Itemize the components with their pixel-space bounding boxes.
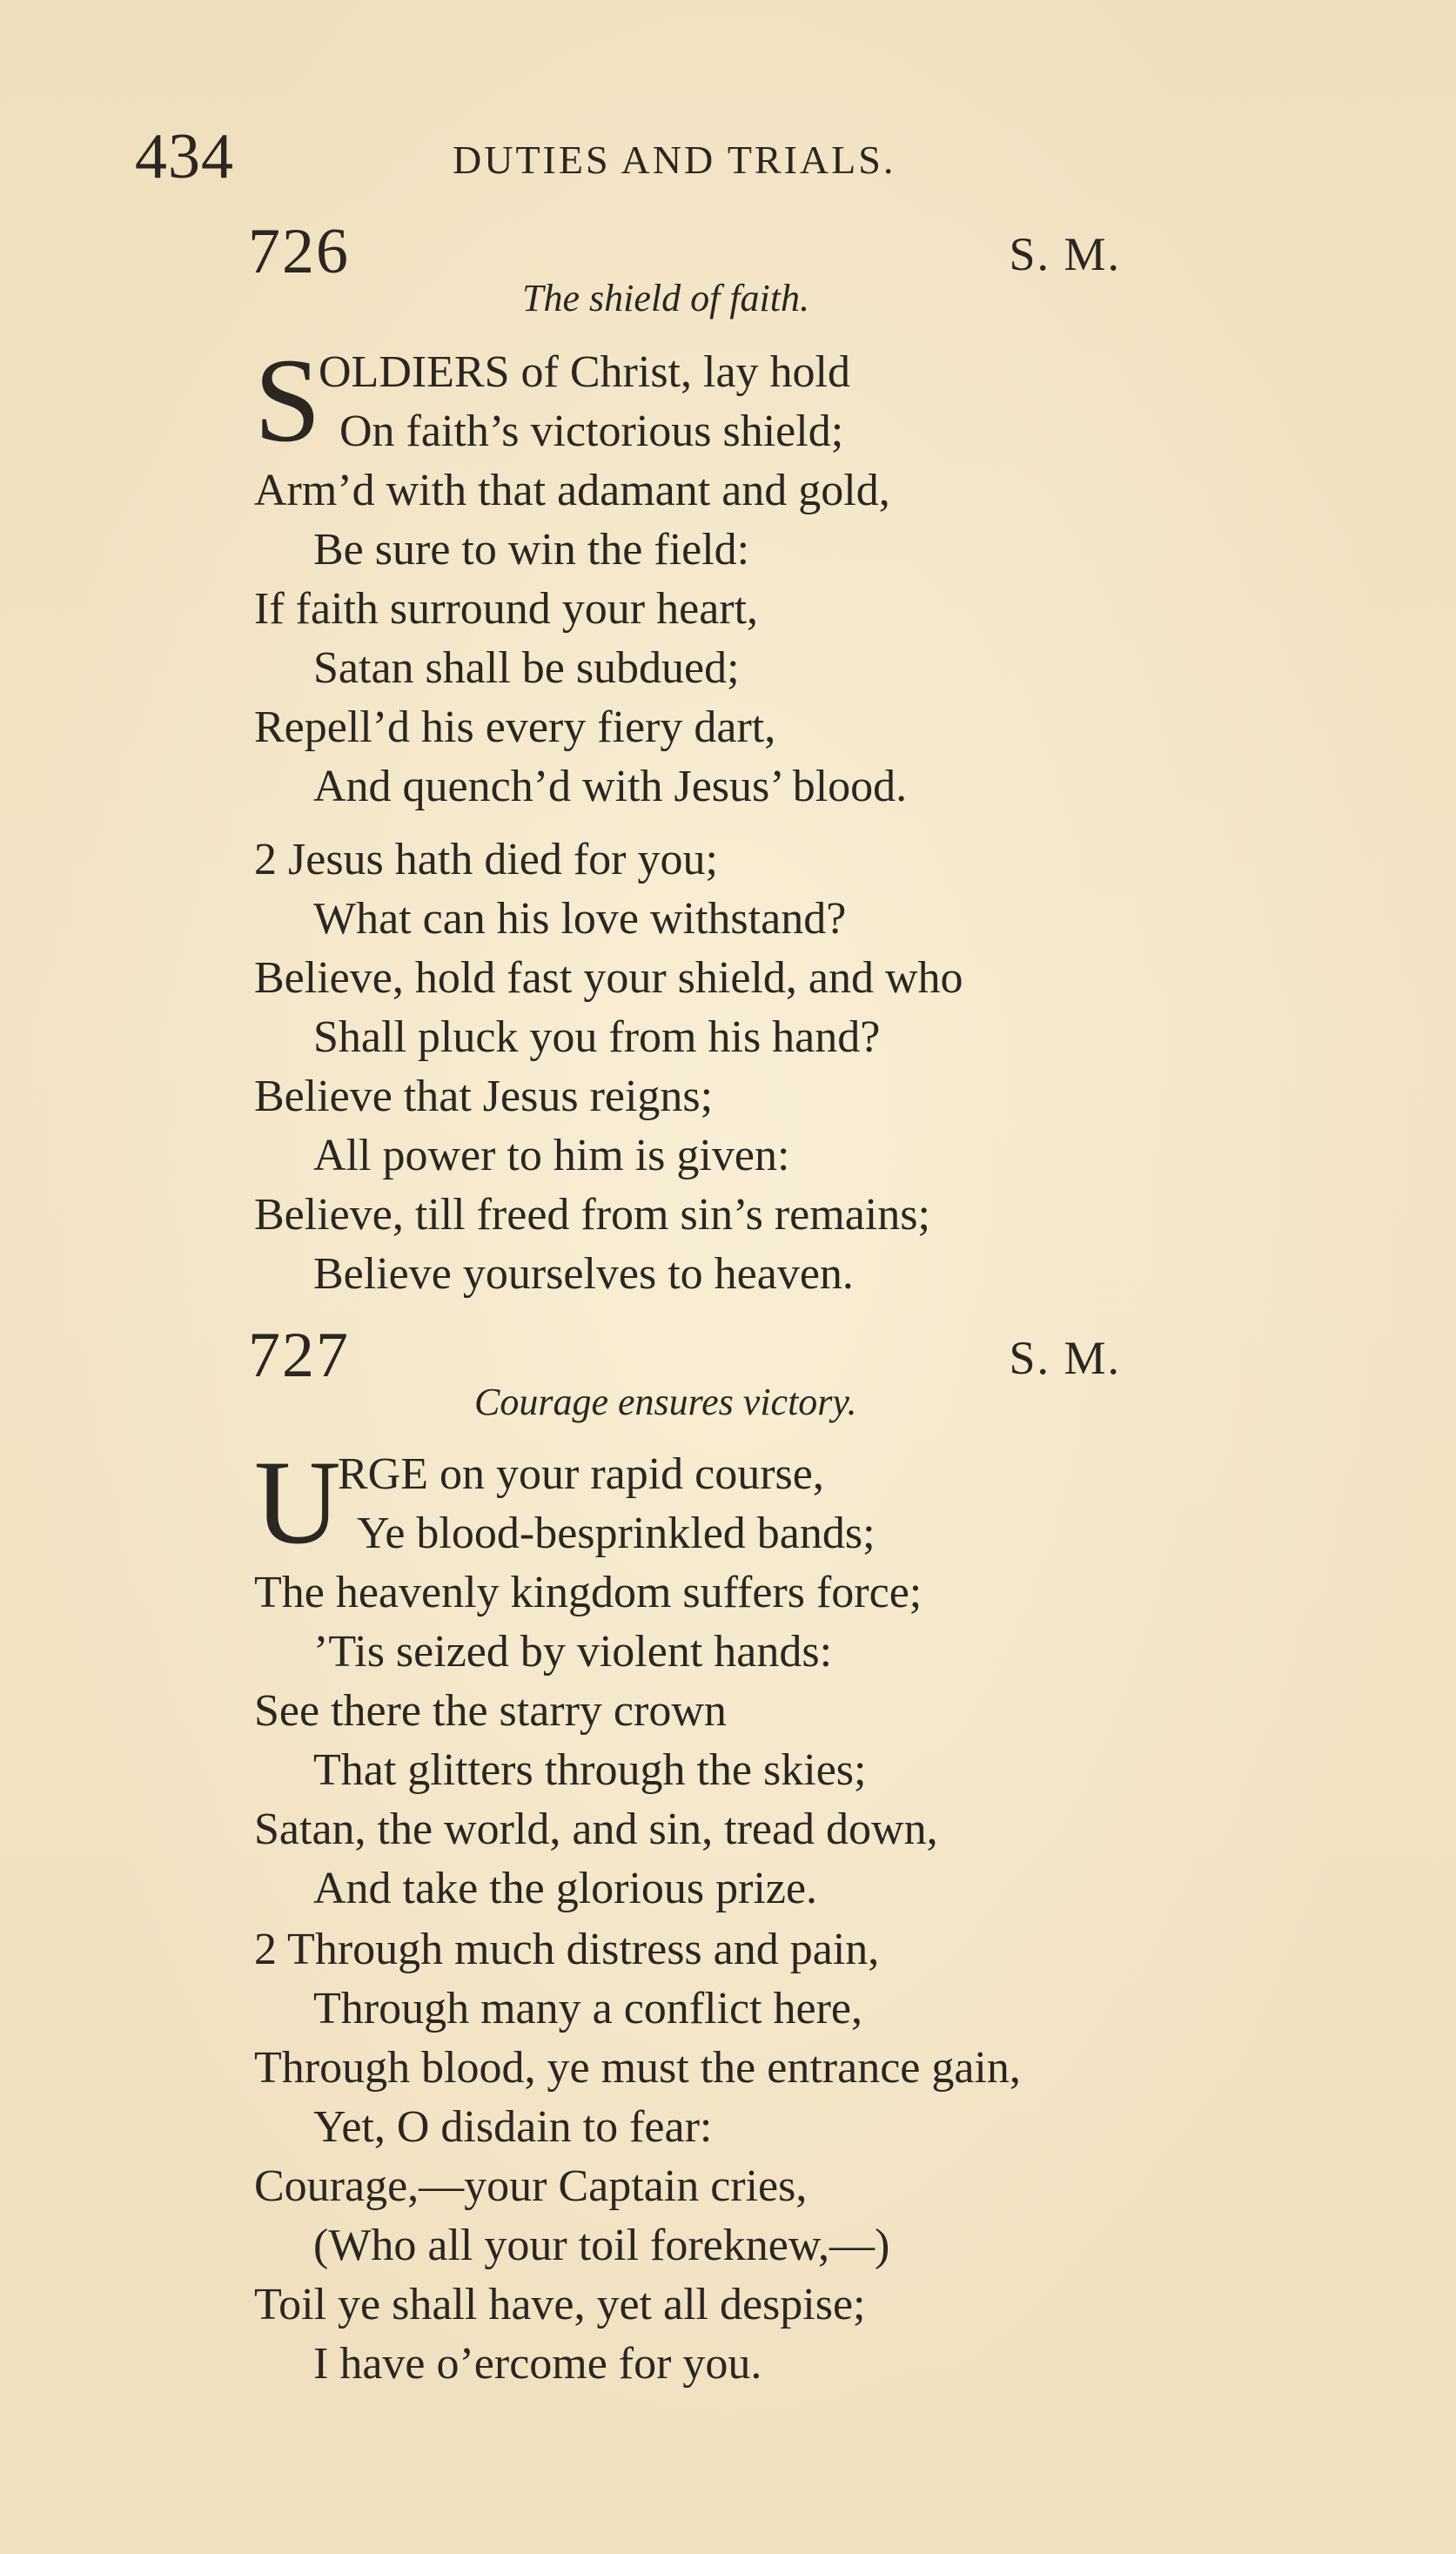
- stanza-line: I have o’ercome for you.: [313, 2339, 762, 2389]
- hymn-subtitle: Courage ensures victory.: [474, 1381, 857, 1423]
- hymn-726-heading: [248, 216, 1121, 287]
- stanza-line: Yet, O disdain to fear:: [313, 2102, 713, 2152]
- drop-cap: U: [254, 1435, 341, 1569]
- hymn-meter: S. M.: [1009, 1332, 1121, 1384]
- stanza-line: OLDIERS of Christ, lay hold: [319, 347, 850, 397]
- hymn-727-stanza-2: [254, 1920, 1281, 2394]
- stanza-line: (Who all your toil foreknew,—): [313, 2221, 890, 2270]
- stanza-opening: [254, 333, 1281, 467]
- hymn-727-stanza-1: [254, 1435, 1281, 1919]
- stanza-line: Arm’d with that adamant and gold,: [254, 466, 890, 515]
- stanza-line: Repell’d his every fiery dart,: [254, 702, 776, 752]
- stanza-line: RGE on your rapid course,: [338, 1449, 824, 1499]
- hymn-727-heading: [248, 1320, 1121, 1391]
- running-title: DUTIES AND TRIALS.: [453, 138, 896, 182]
- stanza-line: And take the glorious prize.: [313, 1864, 818, 1913]
- stanza-line: On faith’s victorious shield;: [339, 407, 844, 456]
- stanza-line: Satan shall be subdued;: [313, 643, 740, 693]
- stanza-line: ’Tis seized by violent hands:: [313, 1627, 833, 1677]
- stanza-line: Through blood, ye must the entrance gain,: [254, 2043, 1021, 2093]
- stanza-line: 2 Through much distress and pain,: [254, 1925, 880, 1974]
- hymn-meter: S. M.: [1009, 228, 1121, 280]
- running-head: [135, 122, 1005, 192]
- stanza-line: Believe, hold fast your shield, and who: [254, 953, 963, 1003]
- stanza-line: Through many a conflict here,: [313, 1984, 862, 2033]
- stanza-line: See there the starry crown: [254, 1686, 727, 1736]
- stanza-line: The heavenly kingdom suffers force;: [254, 1568, 923, 1617]
- stanza-opening: [254, 1435, 1281, 1569]
- stanza-line: Courage,—your Captain cries,: [254, 2161, 808, 2211]
- stanza-line: That glitters through the skies;: [313, 1745, 867, 1795]
- stanza-line: Toil ye shall have, yet all despise;: [254, 2280, 866, 2329]
- hymn-subtitle: The shield of faith.: [522, 277, 809, 319]
- stanza-line: Ye blood-besprinkled bands;: [357, 1509, 876, 1558]
- stanza-line: Be sure to win the field:: [313, 525, 750, 575]
- hymn-number: 727: [248, 1320, 350, 1391]
- stanza-line: Satan, the world, and sin, tread down,: [254, 1805, 938, 1854]
- stanza-line: Believe yourselves to heaven.: [313, 1249, 854, 1299]
- stanza-line: Believe that Jesus reigns;: [254, 1072, 714, 1121]
- hymn-726-stanza-1: [254, 333, 1281, 817]
- stanza-line: 2 Jesus hath died for you;: [254, 835, 718, 884]
- stanza-line: If faith surround your heart,: [254, 584, 759, 634]
- stanza-line: And quench’d with Jesus’ blood.: [313, 762, 908, 811]
- stanza-line: What can his love withstand?: [313, 894, 847, 944]
- hymn-number: 726: [248, 216, 350, 287]
- stanza-line: Shall pluck you from his hand?: [313, 1012, 881, 1062]
- stanza-line: Believe, till freed from sin’s remains;: [254, 1190, 930, 1240]
- hymn-726-stanza-2: [254, 830, 1281, 1304]
- page-number: 434: [135, 121, 234, 192]
- drop-cap: S: [254, 333, 321, 467]
- stanza-line: All power to him is given:: [313, 1131, 790, 1180]
